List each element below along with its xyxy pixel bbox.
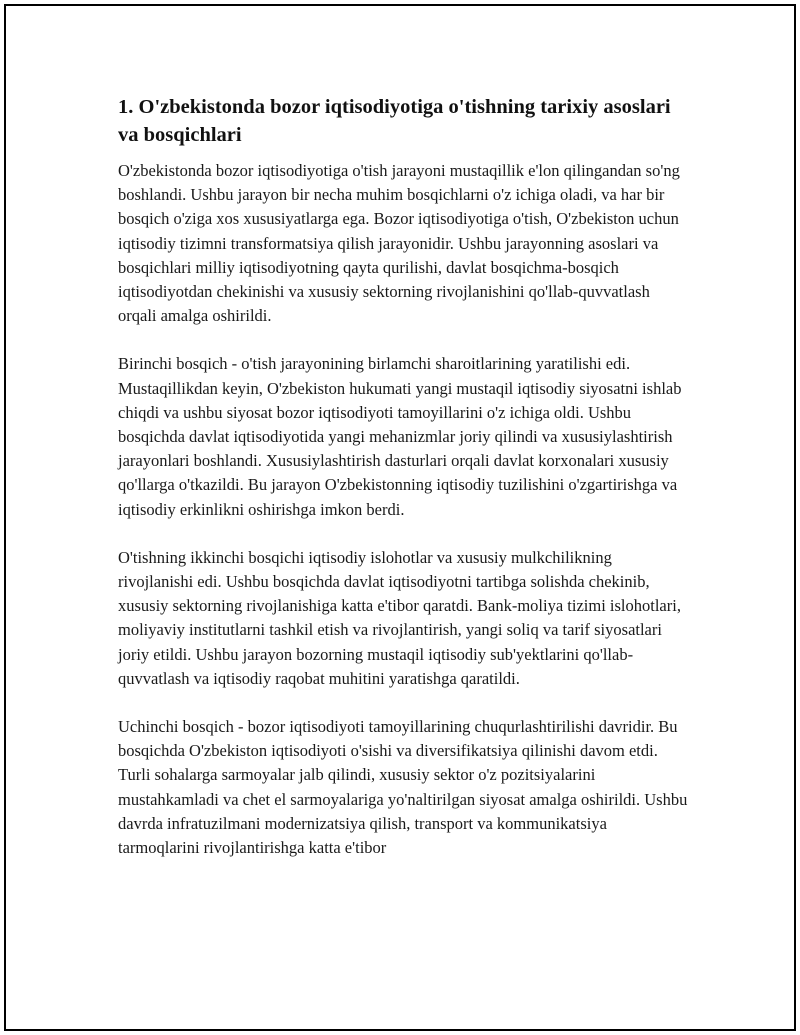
section-heading: 1. O'zbekistonda bozor iqtisodiyotiga o'tishning tarixiy asoslari va bosqichlari [118, 96, 671, 146]
paragraph-intro: O'zbekistonda bozor iqtisodiyotiga o'tish jarayoni mustaqillik e'lon qilingandan so'ng boshlandi. Ushbu jarayon bir necha muhim bosqichlarni o'z ichiga oladi, va har bir bosqich o'ziga xos xususiyatlarga ega. Bozor iqtisodiyotiga o'tish, O'zbekiston uchun iqtisodiy tizimni transformatsiya qilish jarayonidir. Ushbu jarayonning asoslari va bosqichlari milliy iqtisodiyotning qayta qurilishi, davlat bosqichma-bosqich iqtisodiyotdan chekinishi va xususiy sektorning rivojlanishini qo'llab-quvvatlash orqali amalga oshirildi. [118, 161, 680, 326]
document-body [118, 93, 688, 884]
paragraph-stage-1: Birinchi bosqich - o'tish jarayonining birlamchi sharoitlarining yaratilishi edi. Mustaqillikdan keyin, O'zbekiston hukumati yangi mustaqil iqtisodiy siyosatni ishlab chiqdi va ushbu siyosat bozor iqtisodiyoti tamoyillarini o'z ichiga oldi. Ushbu bosqichda davlat iqtisodiyotida yangi mehanizmlar joriy qilindi va xususiylashtirish jarayonlari boshlandi. Xususiylashtirish dasturlari orqali davlat korxonalari xususiy qo'llarga o'tkazildi. Bu jarayon O'zbekistonning iqtisodiy tuzilishini o'zgartirishga va iqtisodiy erkinlikni oshirishga imkon berdi. [118, 354, 682, 519]
paragraph-stage-2: O'tishning ikkinchi bosqichi iqtisodiy islohotlar va xususiy mulkchilikning rivojlanishi edi. Ushbu bosqichda davlat iqtisodiyotni tartibga solishda chekinib, xususiy sektorning rivojlanishiga katta e'tibor qaratdi. Bank-moliya tizimi islohotlari, moliyaviy institutlarni tashkil etish va rivojlantirish, yangi soliq va tarif siyosatlari joriy etildi. Ushbu jarayon bozorning mustaqil iqtisodiy sub'yektlarini qo'llab-quvvatlash va iqtisodiy raqobat muhitini yaratishga qaratildi. [118, 547, 681, 688]
paragraph-stage-3: Uchinchi bosqich - bozor iqtisodiyoti tamoyillarining chuqurlashtirilishi davridir. Bu bosqichda O'zbekiston iqtisodiyoti o'sishi va diversifikatsiya qilinishi davom etdi. Turli sohalarga sarmoyalar jalb qilindi, xususiy sektor o'z pozitsiyalarini mustahkamladi va chet el sarmoyalariga yo'naltirilgan siyosat amalga oshirildi. Ushbu davrda infratuzilmani modernizatsiya qilish, transport va kommunikatsiya tarmoqlarini rivojlantirishga katta e'tibor [118, 717, 688, 858]
